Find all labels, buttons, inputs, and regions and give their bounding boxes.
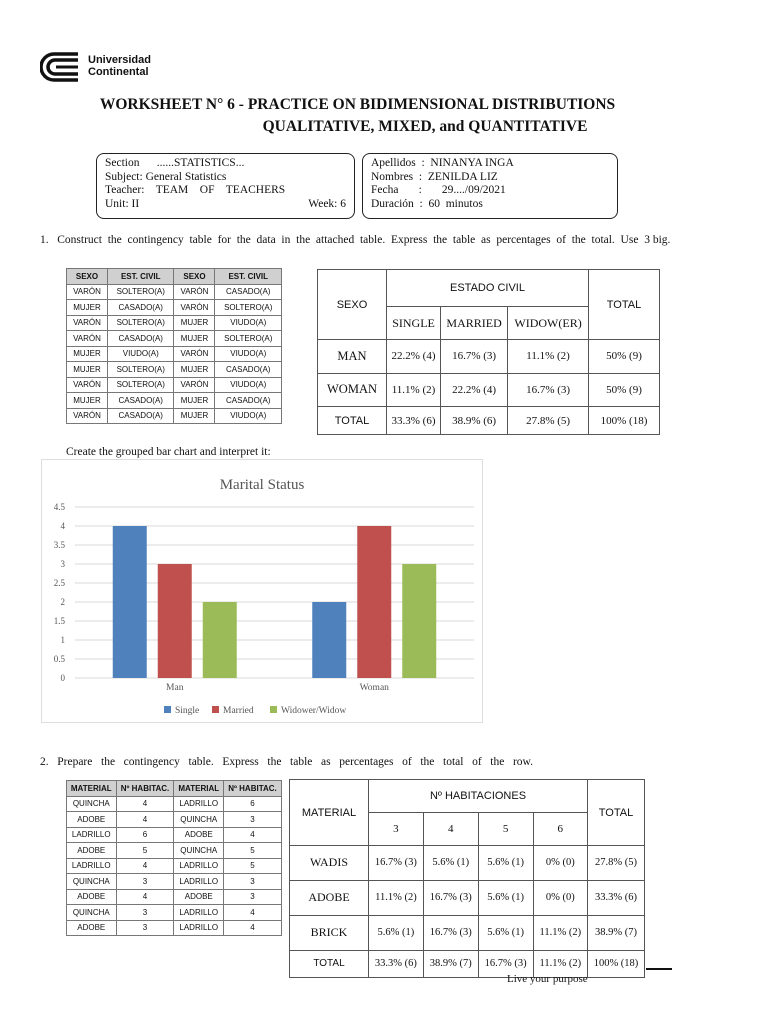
nombres-line: Nombres : ZENILDA LIZ xyxy=(371,170,498,183)
table-cell: 38.9% (7) xyxy=(588,915,645,950)
table-cell: ADOBE xyxy=(174,827,224,843)
table-cell: MUJER xyxy=(174,393,215,409)
table-cell: CASADO(A) xyxy=(215,393,282,409)
course-info-box xyxy=(96,153,355,219)
table-cell: 4 xyxy=(224,920,282,936)
table-cell: 16.7% (3) xyxy=(423,915,478,950)
table-cell: 11.1% (2) xyxy=(533,915,587,950)
row-label: BRICK xyxy=(290,915,369,950)
logo-line1: Universidad xyxy=(88,54,151,66)
table-cell: 11.1% (2) xyxy=(508,340,589,374)
y-tick-label: 2.5 xyxy=(53,578,65,588)
footer-slogan: Live your purpose xyxy=(507,973,588,985)
marital-status-chart xyxy=(41,459,483,723)
table-row xyxy=(67,889,282,905)
bar-widower-widow-man xyxy=(203,602,237,678)
table-row xyxy=(67,346,282,362)
table-cell: VIUDO(A) xyxy=(215,408,282,424)
table-row xyxy=(67,362,282,378)
table-cell: 22.2% (4) xyxy=(387,340,441,374)
bar-widower-widow-woman xyxy=(402,564,436,678)
table-row xyxy=(67,858,282,874)
table-cell: ADOBE xyxy=(67,843,117,859)
table-row xyxy=(67,284,282,300)
table-cell: QUINCHA xyxy=(67,905,117,921)
table-cell: 4 xyxy=(116,812,174,828)
page-title: WORKSHEET N° 6 - PRACTICE ON BIDIMENSIONAL DISTRIBUTIONS xyxy=(99,96,616,113)
table-cell: 100% (18) xyxy=(588,950,645,977)
table-cell: 22.2% (4) xyxy=(441,373,508,407)
legend-swatch xyxy=(270,706,277,713)
table-cell: 33.3% (6) xyxy=(387,407,441,435)
table-cell: LADRILLO xyxy=(67,827,117,843)
table-row xyxy=(67,796,282,812)
y-tick-label: 4 xyxy=(60,521,65,531)
table-cell: VARÓN xyxy=(174,377,215,393)
logo-line2: Continental xyxy=(88,66,149,78)
footer-line xyxy=(646,968,672,970)
table-cell: ADOBE xyxy=(67,889,117,905)
table-row xyxy=(67,331,282,347)
table-cell: 5 xyxy=(224,858,282,874)
bar-single-man xyxy=(113,526,147,678)
y-tick-label: 3.5 xyxy=(53,540,65,550)
col-header: MARRIED xyxy=(441,307,508,340)
table-cell: 5 xyxy=(116,843,174,859)
legend-label: Single xyxy=(175,706,200,716)
table-cell: 3 xyxy=(116,920,174,936)
table-cell: SOLTERO(A) xyxy=(215,300,282,316)
table-cell: 5 xyxy=(224,843,282,859)
col-header: 6 xyxy=(533,813,587,846)
y-tick-label: 0.5 xyxy=(53,654,65,664)
header-cell: Nº HABITAC. xyxy=(116,781,174,797)
table-row xyxy=(67,843,282,859)
q1-raw-data-table xyxy=(66,268,282,424)
table-cell: CASADO(A) xyxy=(107,393,174,409)
table-cell: VARÓN xyxy=(67,331,108,347)
table-row xyxy=(318,373,660,407)
table-cell: 4 xyxy=(116,796,174,812)
total-header: TOTAL xyxy=(589,270,660,340)
table-cell: 6 xyxy=(224,796,282,812)
unit-line: Unit: II xyxy=(105,197,140,210)
table-cell: SOLTERO(A) xyxy=(107,315,174,331)
y-tick-label: 3 xyxy=(60,559,65,569)
col-header: 5 xyxy=(478,813,533,846)
table-cell: VIUDO(A) xyxy=(215,315,282,331)
y-tick-label: 0 xyxy=(60,673,65,683)
header-cell: EST. CIVIL xyxy=(215,269,282,285)
table-row xyxy=(290,880,645,915)
table-cell: CASADO(A) xyxy=(215,362,282,378)
table-cell: VARÓN xyxy=(174,300,215,316)
table-cell: QUINCHA xyxy=(174,812,224,828)
q2-contingency-table xyxy=(289,779,645,978)
table-cell: 38.9% (7) xyxy=(423,950,478,977)
chart-title: Marital Status xyxy=(219,477,305,493)
table-cell: SOLTERO(A) xyxy=(107,284,174,300)
table-row xyxy=(67,377,282,393)
table-cell: 0% (0) xyxy=(533,846,587,881)
table-cell: 33.3% (6) xyxy=(588,880,645,915)
student-info-box xyxy=(362,153,618,219)
table-cell: LADRILLO xyxy=(174,874,224,890)
y-tick-label: 4.5 xyxy=(53,502,65,512)
header-cell: EST. CIVIL xyxy=(107,269,174,285)
row-label: ADOBE xyxy=(290,880,369,915)
row-label: TOTAL xyxy=(290,950,369,977)
table-cell: LADRILLO xyxy=(174,796,224,812)
sexo-header: SEXO xyxy=(318,270,387,340)
table-cell: 5.6% (1) xyxy=(423,846,478,881)
table-row xyxy=(67,300,282,316)
university-logo-icon xyxy=(40,50,80,84)
row-label: WADIS xyxy=(290,846,369,881)
estado-civil-header: ESTADO CIVIL xyxy=(387,270,589,307)
table-cell: 5.6% (1) xyxy=(478,880,533,915)
col-header: 4 xyxy=(423,813,478,846)
table-cell: 3 xyxy=(116,905,174,921)
col-header: WIDOW(ER) xyxy=(508,307,589,340)
table-cell: 0% (0) xyxy=(533,880,587,915)
table-cell: SOLTERO(A) xyxy=(107,362,174,378)
q2-raw-data-table xyxy=(66,780,282,936)
table-row xyxy=(67,920,282,936)
teacher-line: Teacher: TEAM OF TEACHERS xyxy=(105,184,286,196)
legend-swatch xyxy=(212,706,219,713)
table-cell: QUINCHA xyxy=(174,843,224,859)
y-tick-label: 2 xyxy=(60,597,65,607)
table-cell: SOLTERO(A) xyxy=(215,331,282,347)
header-cell: SEXO xyxy=(174,269,215,285)
table-cell: VARÓN xyxy=(67,408,108,424)
table-cell: 4 xyxy=(224,827,282,843)
row-label: TOTAL xyxy=(318,407,387,435)
material-header: MATERIAL xyxy=(290,780,369,846)
table-cell: 27.8% (5) xyxy=(508,407,589,435)
table-cell: 4 xyxy=(116,858,174,874)
table-row xyxy=(318,340,660,374)
table-cell: 6 xyxy=(116,827,174,843)
y-tick-label: 1 xyxy=(60,635,65,645)
table-cell: MUJER xyxy=(67,393,108,409)
table-cell: MUJER xyxy=(67,300,108,316)
table-cell: CASADO(A) xyxy=(107,331,174,347)
x-tick-label: Man xyxy=(166,683,184,693)
table-cell: MUJER xyxy=(174,315,215,331)
table-cell: MUJER xyxy=(67,346,108,362)
table-cell: 3 xyxy=(224,812,282,828)
table-cell: 11.1% (2) xyxy=(387,373,441,407)
table-cell: CASADO(A) xyxy=(107,408,174,424)
table-cell: 4 xyxy=(224,905,282,921)
row-label: WOMAN xyxy=(318,373,387,407)
table-cell: VIUDO(A) xyxy=(215,377,282,393)
table-row xyxy=(67,393,282,409)
table-cell: 3 xyxy=(116,874,174,890)
table-cell: LADRILLO xyxy=(174,905,224,921)
table-cell: 16.7% (3) xyxy=(478,950,533,977)
table-cell: CASADO(A) xyxy=(215,284,282,300)
table-cell: LADRILLO xyxy=(67,858,117,874)
table-cell: ADOBE xyxy=(174,889,224,905)
table-cell: VARÓN xyxy=(174,346,215,362)
table-cell: 16.7% (3) xyxy=(423,880,478,915)
table-cell: ADOBE xyxy=(67,812,117,828)
table-cell: MUJER xyxy=(174,362,215,378)
table-cell: VIUDO(A) xyxy=(107,346,174,362)
table-cell: 100% (18) xyxy=(589,407,660,435)
table-cell: QUINCHA xyxy=(67,796,117,812)
habitaciones-header: Nº HABITACIONES xyxy=(369,780,588,813)
table-cell: MUJER xyxy=(67,362,108,378)
table-cell: 16.7% (3) xyxy=(441,340,508,374)
table-cell: LADRILLO xyxy=(174,920,224,936)
total-header: TOTAL xyxy=(588,780,645,846)
table-cell: VARÓN xyxy=(67,377,108,393)
table-row xyxy=(67,408,282,424)
question-1-text: 1. Construct the contingency table for the data in the attached table. Express the table as percentages of the total. Use 3 big. xyxy=(40,234,671,246)
table-header-row xyxy=(67,781,282,797)
table-row xyxy=(67,905,282,921)
table-cell: 5.6% (1) xyxy=(478,915,533,950)
header-cell: SEXO xyxy=(67,269,108,285)
table-cell: 11.1% (2) xyxy=(369,880,424,915)
table-cell: 38.9% (6) xyxy=(441,407,508,435)
week-line: Week: 6 xyxy=(308,197,346,210)
fecha-line: Fecha : 29..../09/2021 xyxy=(371,184,506,196)
table-cell: VARÓN xyxy=(174,284,215,300)
apellidos-line: Apellidos : NINANYA INGA xyxy=(371,157,514,169)
q1-contingency-table xyxy=(317,269,660,435)
x-tick-label: Woman xyxy=(359,683,389,693)
table-cell: MUJER xyxy=(174,408,215,424)
header-cell: MATERIAL xyxy=(174,781,224,797)
table-row xyxy=(290,846,645,881)
legend-label: Married xyxy=(223,706,254,716)
table-cell: 5.6% (1) xyxy=(369,915,424,950)
row-label: MAN xyxy=(318,340,387,374)
table-cell: ADOBE xyxy=(67,920,117,936)
legend-swatch xyxy=(164,706,171,713)
y-tick-label: 1.5 xyxy=(53,616,65,626)
table-row xyxy=(67,812,282,828)
table-cell: MUJER xyxy=(174,331,215,347)
table-cell: 3 xyxy=(224,889,282,905)
table-header-row xyxy=(67,269,282,285)
bar-married-man xyxy=(158,564,192,678)
chart-prompt: Create the grouped bar chart and interpret it: xyxy=(66,446,271,458)
table-row xyxy=(67,315,282,331)
table-cell: 50% (9) xyxy=(589,340,660,374)
table-cell: CASADO(A) xyxy=(107,300,174,316)
table-cell: VARÓN xyxy=(67,315,108,331)
table-cell: VARÓN xyxy=(67,284,108,300)
table-cell: LADRILLO xyxy=(174,858,224,874)
duracion-line: Duración : 60 minutos xyxy=(371,197,483,210)
table-cell: SOLTERO(A) xyxy=(107,377,174,393)
university-logo xyxy=(40,50,160,84)
header-cell: Nº HABITAC. xyxy=(224,781,282,797)
col-header: SINGLE xyxy=(387,307,441,340)
section-line: Section ......STATISTICS... xyxy=(105,157,245,169)
table-row xyxy=(67,874,282,890)
table-cell: 4 xyxy=(116,889,174,905)
table-cell: 50% (9) xyxy=(589,373,660,407)
table-row xyxy=(290,915,645,950)
table-cell: 33.3% (6) xyxy=(369,950,424,977)
bar-single-woman xyxy=(312,602,346,678)
table-cell: 3 xyxy=(224,874,282,890)
header-cell: MATERIAL xyxy=(67,781,117,797)
table-cell: 16.7% (3) xyxy=(508,373,589,407)
table-cell: 27.8% (5) xyxy=(588,846,645,881)
page-subtitle: QUALITATIVE, MIXED, and QUANTITATIVE xyxy=(262,118,588,135)
bar-married-woman xyxy=(357,526,391,678)
table-cell: QUINCHA xyxy=(67,874,117,890)
table-cell: 16.7% (3) xyxy=(369,846,424,881)
chart-svg xyxy=(42,460,482,722)
col-header: 3 xyxy=(369,813,424,846)
table-row xyxy=(318,407,660,435)
table-row xyxy=(67,827,282,843)
table-cell: 5.6% (1) xyxy=(478,846,533,881)
table-row xyxy=(290,950,645,977)
table-cell: 11.1% (2) xyxy=(533,950,587,977)
legend-label: Widower/Widow xyxy=(281,706,347,716)
subject-line: Subject: General Statistics xyxy=(105,170,227,183)
table-cell: VIUDO(A) xyxy=(215,346,282,362)
question-2-text: 2. Prepare the contingency table. Express the table as percentages of the total of the row. xyxy=(40,756,533,768)
